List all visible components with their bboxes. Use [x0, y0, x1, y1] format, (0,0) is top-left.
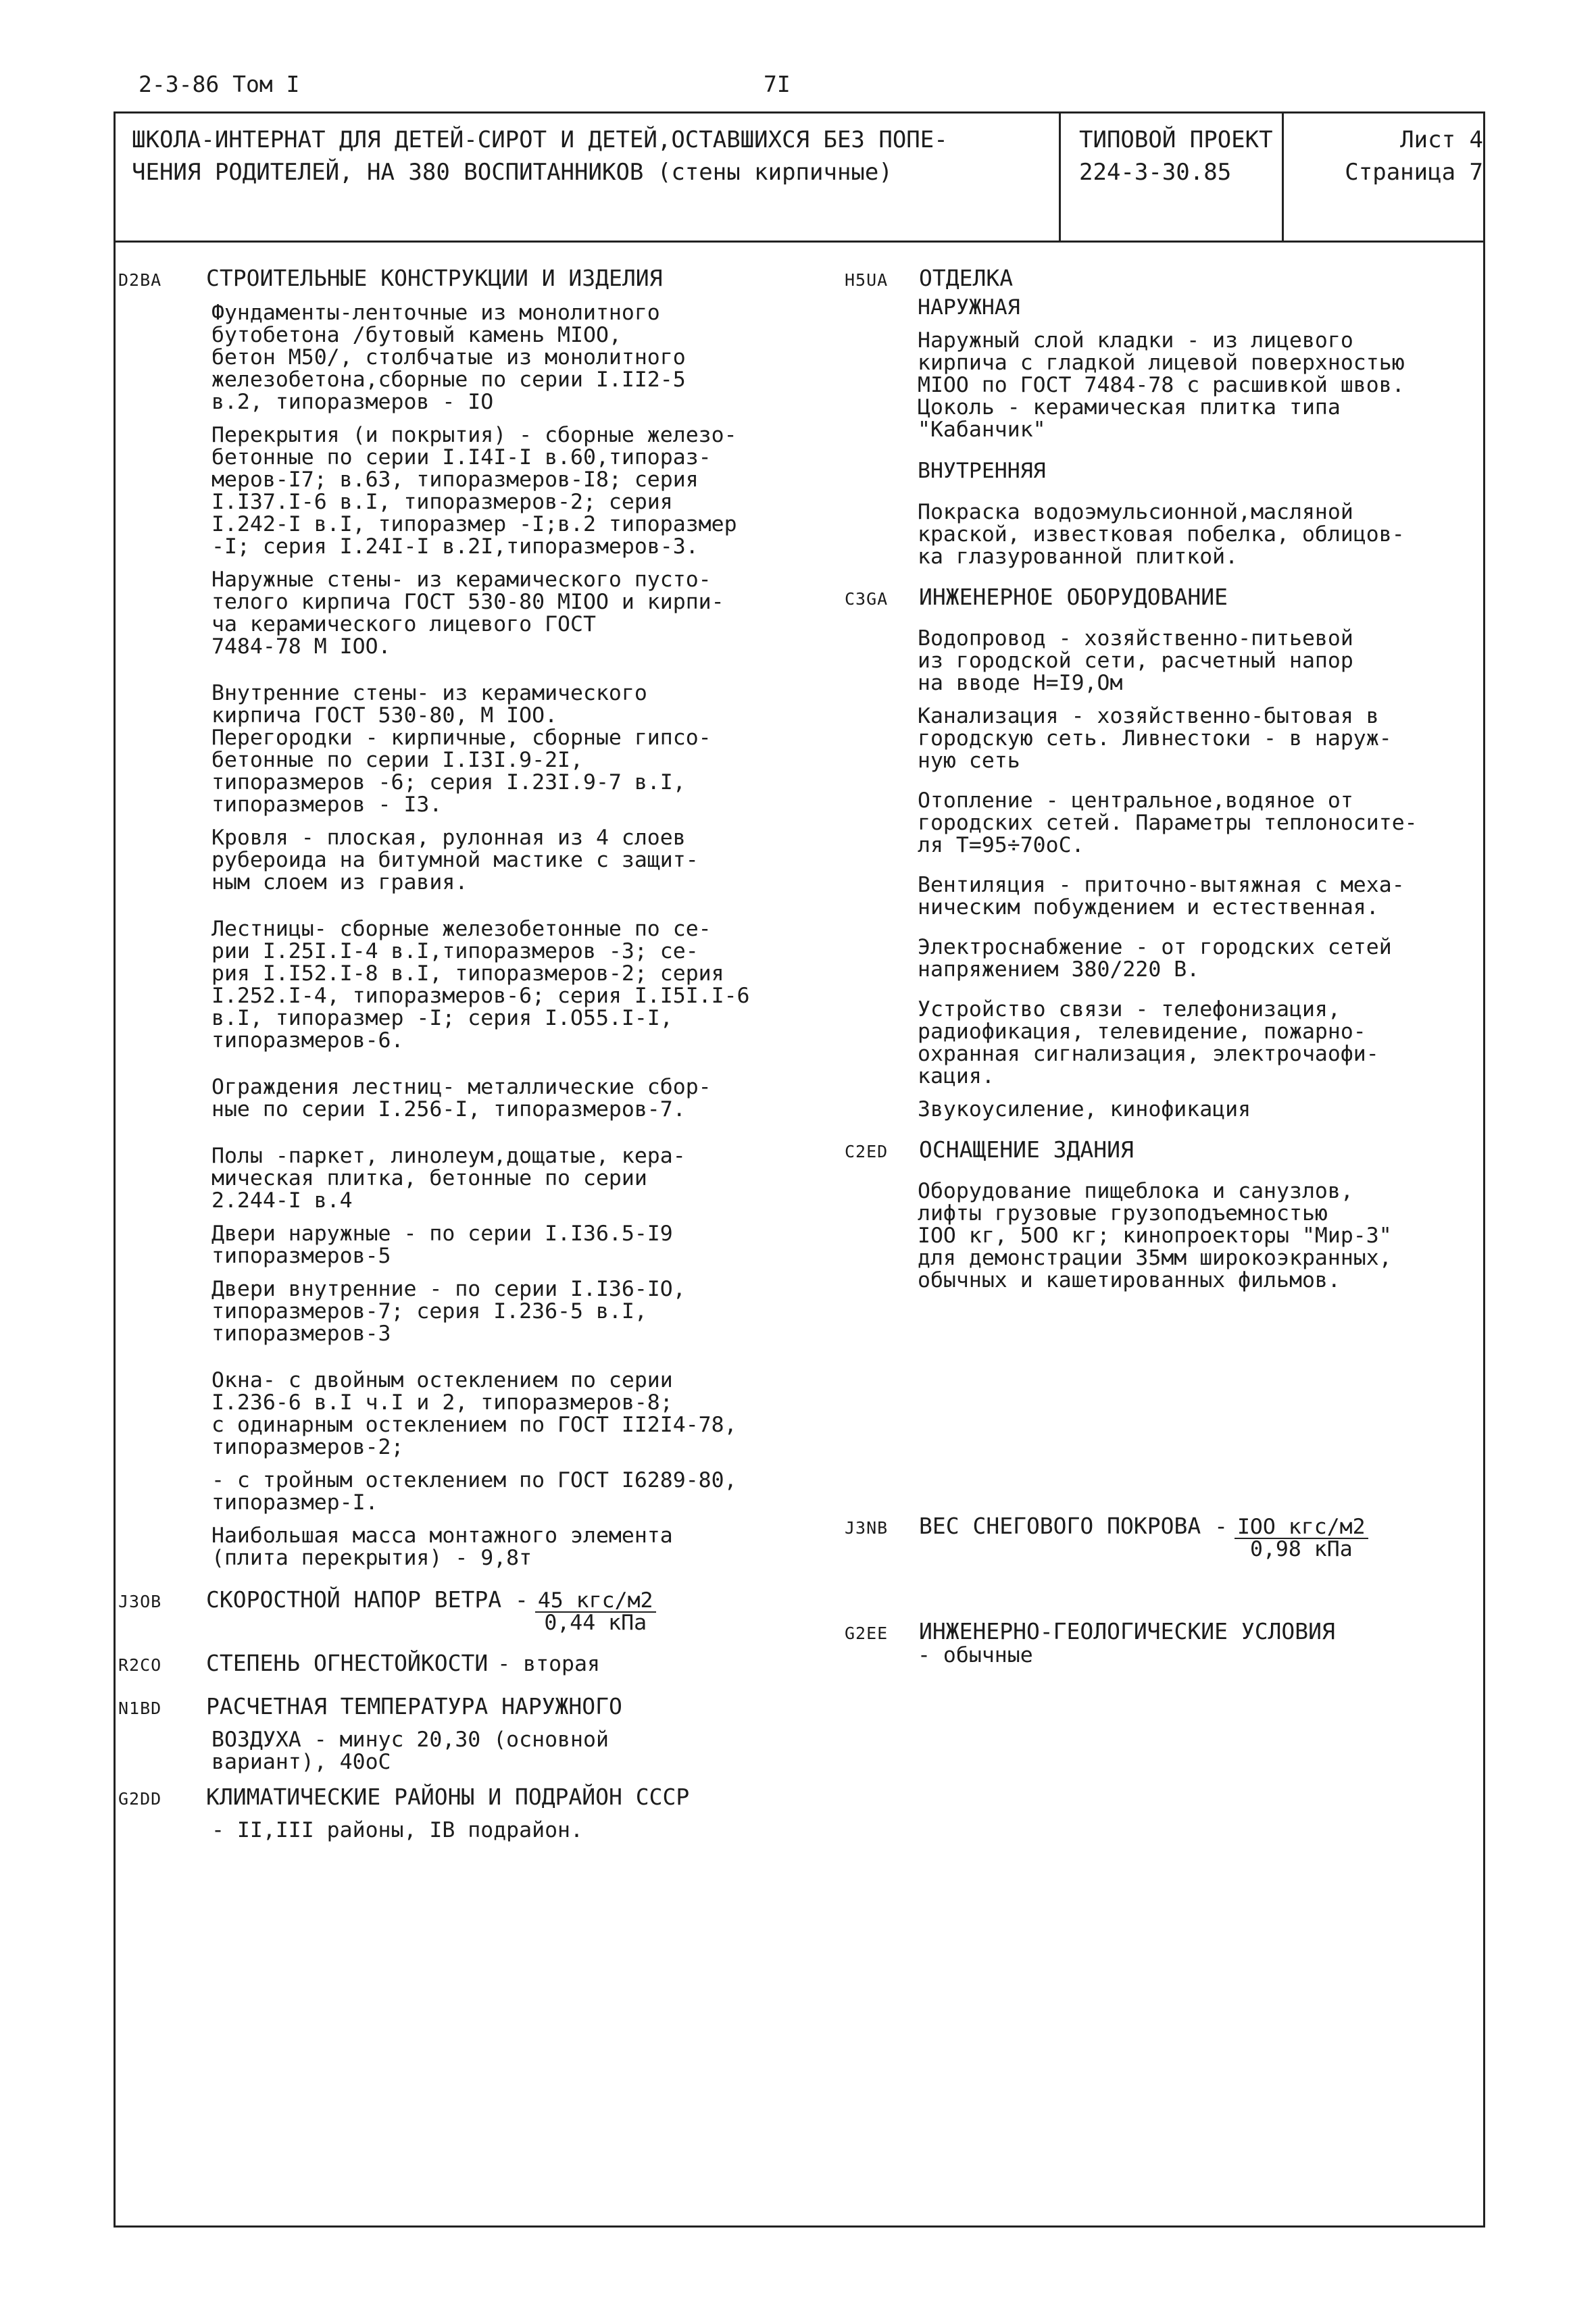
- paragraph-inner-doors: Двери внутренние - по серии I.I36-IО, типоразмеров-7; серия I.236-5 в.I, типоразмеров-3: [211, 1277, 686, 1346]
- section-code: C3GA: [845, 589, 889, 609]
- document-code: 2-3-86 Том I: [139, 71, 300, 97]
- section-temperature: [118, 1695, 821, 1719]
- paragraph-foundations: Фундаменты-ленточные из монолитного бутобетона /бутовый камень МIОО, бетон М50/, столбчатые из монолитного железобетона,сборные по серии I.II2-5 в.2, типоразмеров - IО: [211, 301, 686, 414]
- paragraph-outer-finish: Наружный слой кладки - из лицевого кирпича с гладкой лицевой поверхностью МIОО по ГОСТ 7484-78 с расшивкой швов. Цоколь - керамическая плитка типа "Кабанчик": [918, 328, 1405, 442]
- paragraph-triple-glazing: - с тройным остеклением по ГОСТ I6289-80, типоразмер-I.: [211, 1468, 737, 1515]
- paragraph-temperature: ВОЗДУХА - минус 20,30 (основной вариант), 40оС: [211, 1728, 609, 1774]
- paragraph-floors: Перекрытия (и покрытия) - сборные железо- бетонные по серии I.I4I-I в.60,типораз- меров-I7; в.63, типоразмеров-I8; серия I.I37.I-6 в.I, типоразмеров-2; серия I.242-I в.I, типоразмер -I;в.2 типоразмер -I; серия I.24I-I в.2I,типоразмеров-3.: [211, 423, 737, 559]
- section-code: J3OB: [118, 1592, 162, 1611]
- section-equipment: [845, 1138, 1480, 1163]
- section-title: СТЕПЕНЬ ОГНЕСТОЙКОСТИ: [206, 1650, 489, 1676]
- section-geology: [845, 1620, 1480, 1644]
- section-title: СКОРОСТНОЙ НАПОР ВЕТРА -: [206, 1586, 528, 1613]
- paragraph-power: Электроснабжение - от городских сетей напряжением 380/220 В.: [918, 935, 1392, 982]
- paragraph-communications: Устройство связи - телефонизация, радиофикация, телевидение, пожарно- охранная сигнализация, электрочаофи- кация.: [918, 997, 1379, 1088]
- project-number: 224-3-30.85: [1079, 159, 1232, 186]
- fraction-numerator: IОО кгс/м2: [1235, 1516, 1368, 1539]
- paragraph-max-mass: Наибольшая масса монтажного элемента (плита перекрытия) - 9,8т: [211, 1524, 673, 1570]
- section-snow: [845, 1515, 1480, 1559]
- section-title: ОТДЕЛКА: [919, 265, 1014, 291]
- paragraph-inner-finish: Покраска водоэмульсионной,масляной краской, известковая побелка, облицов- ка глазурованной плиткой.: [918, 500, 1405, 569]
- paragraph-sewerage: Канализация - хозяйственно-бытовая в городскую сеть. Ливнестоки - в наруж- ную сеть: [918, 704, 1392, 773]
- section-code: R2CO: [118, 1655, 162, 1675]
- right-column: [845, 267, 1480, 1667]
- paragraph-heating: Отопление - центральное,водяное от городских сетей. Параметры теплоносите- ля Т=95÷70оС.: [918, 788, 1418, 857]
- section-finish: [845, 267, 1480, 291]
- section-title: КЛИМАТИЧЕСКИЕ РАЙОНЫ И ПОДРАЙОН СССР: [206, 1784, 690, 1810]
- section-code: J3NB: [845, 1518, 889, 1538]
- paragraph-outer-doors: Двери наружные - по серии I.I36.5-I9 типоразмеров-5: [211, 1222, 673, 1268]
- section-fire: [118, 1652, 821, 1676]
- subsection-inner: ВНУТРЕННЯЯ: [918, 459, 1046, 483]
- paragraph-flooring: Полы -паркет, линолеум,дощатые, кера- мическая плитка, бетонные по серии 2.244-I в.4: [211, 1144, 686, 1213]
- document-title: [132, 124, 1041, 188]
- sheet-info: [1301, 124, 1483, 188]
- paragraph-roof: Кровля - плоская, рулонная из 4 слоев рубероида на битумной мастике с защит- ным слоем из гравия.: [211, 826, 699, 895]
- section-code: G2EE: [845, 1624, 889, 1643]
- section-title: ВЕС СНЕГОВОГО ПОКРОВА -: [919, 1513, 1228, 1539]
- snow-load-fraction: [1235, 1516, 1368, 1559]
- section-wind: [118, 1588, 821, 1633]
- paragraph-railings: Ограждения лестниц- металлические сбор- ные по серии I.256-I, типоразмеров-7.: [211, 1075, 712, 1122]
- header-divider-vertical-2: [1282, 111, 1284, 241]
- project-info: [1079, 124, 1272, 188]
- paragraph-windows: Окна- с двойным остеклением по серии I.236-6 в.I ч.I и 2, типоразмеров-8; с одинарным остеклением по ГОСТ II2I4-78, типоразмеров-2;: [211, 1368, 737, 1459]
- page-label: Страница 7: [1345, 159, 1483, 186]
- section-title: СТРОИТЕЛЬНЫЕ КОНСТРУКЦИИ И ИЗДЕЛИЯ: [206, 265, 663, 291]
- section-climate: [118, 1786, 821, 1810]
- section-title: ИНЖЕНЕРНОЕ ОБОРУДОВАНИЕ: [919, 584, 1228, 610]
- section-code: N1BD: [118, 1699, 162, 1718]
- project-label: ТИПОВОЙ ПРОЕКТ: [1079, 126, 1273, 153]
- section-code: H5UA: [845, 270, 889, 290]
- paragraph-sound: Звукоусиление, кинофикация: [918, 1097, 1251, 1122]
- section-code: D2BA: [118, 270, 162, 290]
- paragraph-geology: - обычные: [918, 1643, 1033, 1667]
- section-title: РАСЧЕТНАЯ ТЕМПЕРАТУРА НАРУЖНОГО: [206, 1693, 622, 1719]
- title-line-2: ЧЕНИЯ РОДИТЕЛЕЙ, НА 380 ВОСПИТАННИКОВ (стены кирпичные): [132, 159, 893, 186]
- header-divider-vertical-1: [1059, 111, 1061, 241]
- paragraph-water-supply: Водопровод - хозяйственно-питьевой из городской сети, расчетный напор на вводе Н=I9,Ом: [918, 626, 1353, 695]
- title-line-1: ШКОЛА-ИНТЕРНАТ ДЛЯ ДЕТЕЙ-СИРОТ И ДЕТЕЙ,ОСТАВШИХСЯ БЕЗ ПОПЕ-: [132, 126, 948, 153]
- sheet-label: Лист 4: [1400, 126, 1483, 153]
- subsection-outer: НАРУЖНАЯ: [918, 295, 1020, 320]
- fraction-denominator: 0,44 кПа: [544, 1611, 647, 1635]
- section-title: ОСНАЩЕНИЕ ЗДАНИЯ: [919, 1136, 1134, 1163]
- section-engineering: [845, 586, 1480, 610]
- section-code: G2DD: [118, 1789, 162, 1809]
- left-column: [118, 267, 821, 1842]
- paragraph-equipment: Оборудование пищеблока и санузлов, лифты грузовые грузоподъемностью IОО кг, 5ОО кг; кинопроекторы "Мир-3" для демонстрации 35мм широкоэкранных, обычных и кашетированных фильмов.: [918, 1179, 1392, 1292]
- section-code: C2ED: [845, 1142, 889, 1161]
- section-value: - вторая: [497, 1652, 600, 1676]
- page-number: 7I: [764, 71, 791, 97]
- header-divider: [114, 241, 1485, 243]
- paragraph-outer-walls: Наружные стены- из керамического пусто- телого кирпича ГОСТ 530-80 МIОО и кирпи- ча керамического лицевого ГОСТ 7484-78 М IОО.: [211, 568, 724, 659]
- fraction-numerator: 45 кгс/м2: [535, 1590, 656, 1613]
- section-construction: [118, 267, 821, 291]
- paragraph-ventilation: Вентиляция - приточно-вытяжная с меха- ническим побуждением и естественная.: [918, 873, 1405, 920]
- paragraph-climate: - II,III районы, IВ подрайон.: [211, 1818, 583, 1842]
- section-title: ИНЖЕНЕРНО-ГЕОЛОГИЧЕСКИЕ УСЛОВИЯ: [919, 1618, 1335, 1644]
- paragraph-inner-walls: Внутренние стены- из керамического кирпича ГОСТ 530-80, М IОО. Перегородки - кирпичные, сборные гипсо- бетонные по серии I.I3I.9-2I, типоразмеров -6; серия I.23I.9-7 в.I, типоразмеров - I3.: [211, 681, 712, 817]
- fraction-denominator: 0,98 кПа: [1249, 1537, 1353, 1561]
- paragraph-stairs: Лестницы- сборные железобетонные по се- рии I.25I.I-4 в.I,типоразмеров -3; се- рия I.I52.I-8 в.I, типоразмеров-2; серия I.252.I-4, типоразмеров-6; серия I.I5I.I-6 в.I, типоразмер -I; серия I.О55.I-I, типоразмеров-6.: [211, 917, 750, 1053]
- wind-pressure-fraction: [535, 1590, 656, 1633]
